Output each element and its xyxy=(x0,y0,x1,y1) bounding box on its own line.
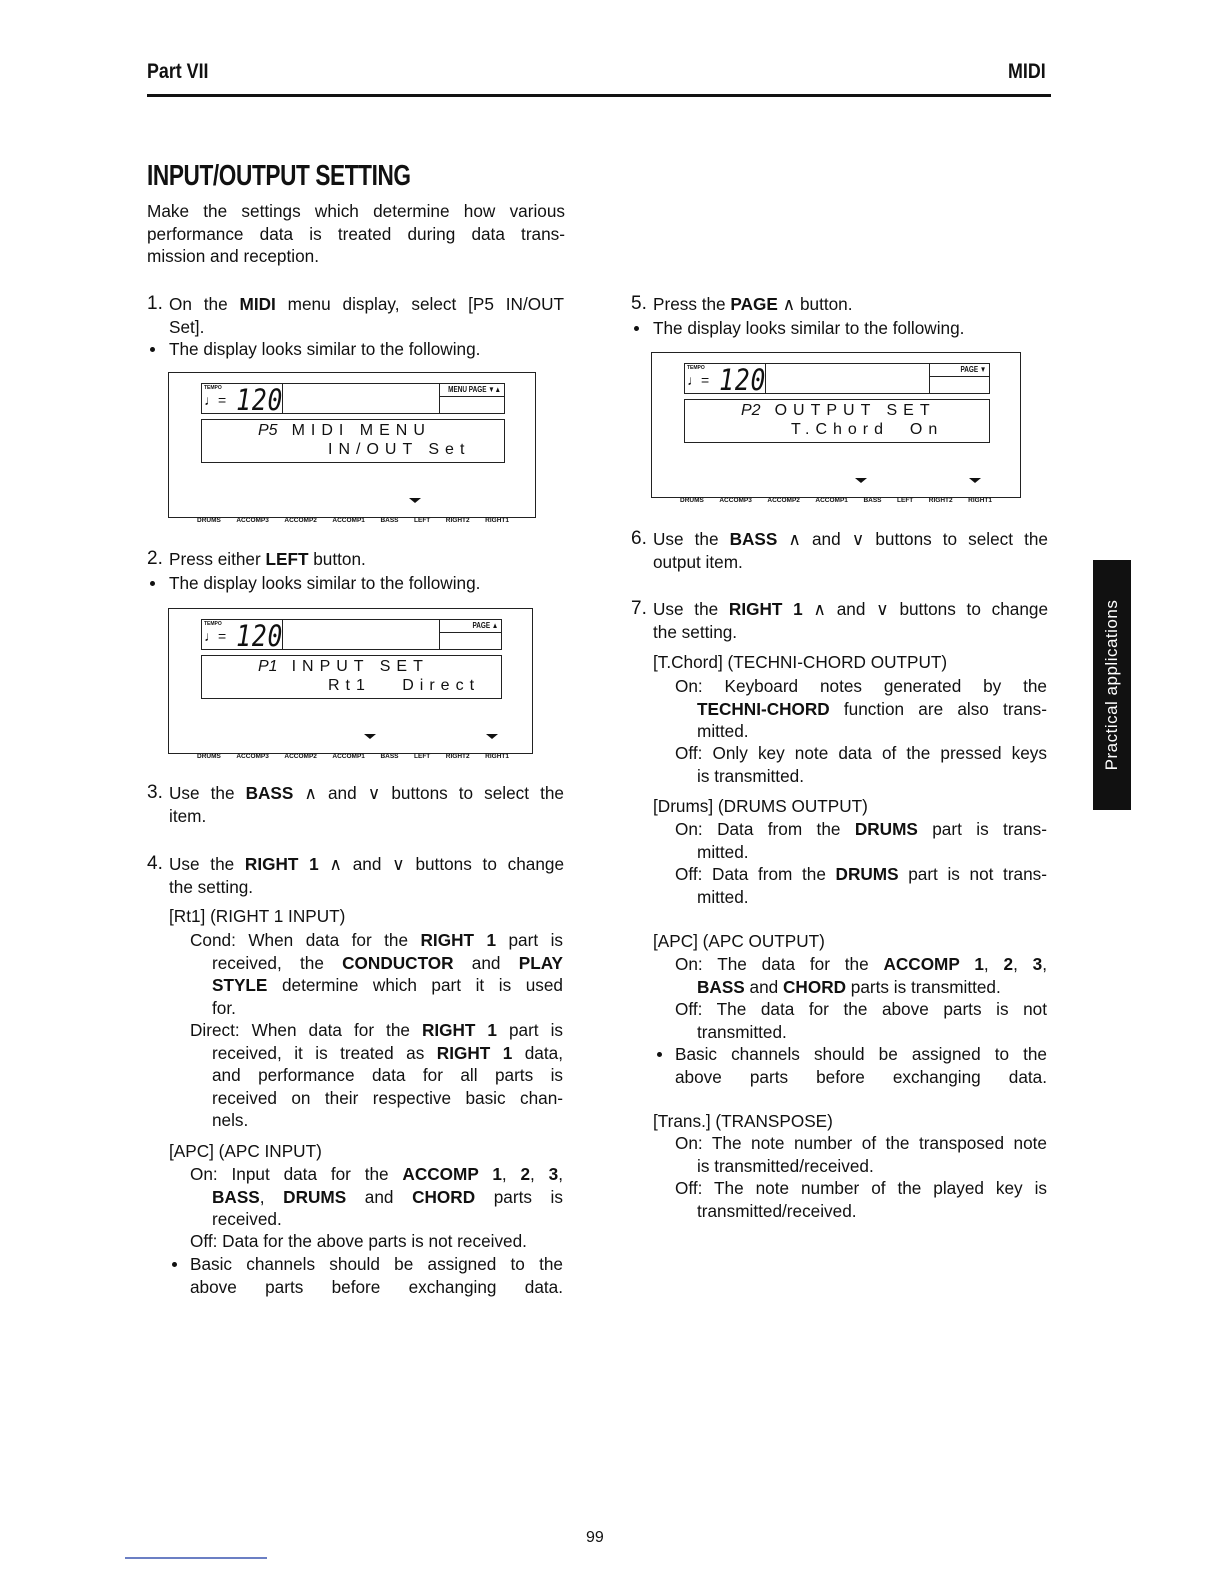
text-run: for. xyxy=(212,997,236,1018)
text-line xyxy=(653,1110,833,1133)
header-rule xyxy=(147,94,1051,97)
lcd-line-2: T.Chord On xyxy=(791,421,944,438)
bold-term: CHORD xyxy=(783,976,847,997)
direct-description xyxy=(190,1019,563,1132)
part-label: RIGHT1 xyxy=(968,497,992,504)
bullet-icon xyxy=(150,347,155,352)
tempo-box xyxy=(201,383,284,417)
text-run: transmitted. xyxy=(697,1021,787,1042)
page-number: 99 xyxy=(586,1529,604,1546)
bold-term: DRUMS xyxy=(854,819,918,839)
text-line xyxy=(169,876,564,899)
text-run: , xyxy=(530,1164,549,1184)
apc-output-off xyxy=(675,998,1047,1043)
text-run: The display looks similar to the following. xyxy=(169,573,481,593)
text-line xyxy=(675,1043,1047,1066)
step-4 xyxy=(147,853,564,898)
text-run: parts is transmitted. xyxy=(846,976,1001,997)
tchord-off xyxy=(675,742,1047,787)
text-run: , xyxy=(1042,954,1047,974)
text-line xyxy=(169,338,480,361)
bold-term: RIGHT 1 xyxy=(244,854,319,874)
bold-term: LEFT xyxy=(265,549,309,569)
part-label: BASS xyxy=(863,497,882,504)
page-code: P2 xyxy=(741,402,761,419)
arrow-down-icon xyxy=(855,478,867,483)
bold-term: 2 xyxy=(1003,954,1014,974)
text-run: [Drums] (DRUMS OUTPUT) xyxy=(653,796,868,816)
bullet-icon xyxy=(172,1262,177,1267)
step-number: 6. xyxy=(631,528,647,549)
text-run: Off: The data for the above parts is not xyxy=(675,999,1047,1019)
text-run: On: The note number of the transposed note xyxy=(675,1133,1047,1153)
step-number: 1. xyxy=(147,293,163,314)
step-number: 4. xyxy=(147,853,163,874)
text-run: and performance data for all parts is xyxy=(212,1065,563,1085)
apc-input-heading xyxy=(169,1140,322,1163)
step-number: 2. xyxy=(147,548,163,569)
part-label: BASS xyxy=(380,517,399,524)
text-line xyxy=(169,782,564,805)
text-line xyxy=(653,528,1048,551)
text-run: the setting. xyxy=(169,876,254,897)
arrow-down-icon xyxy=(969,478,981,483)
transpose-on xyxy=(675,1132,1047,1177)
text-line xyxy=(675,698,1047,721)
text-line xyxy=(653,795,868,818)
text-line xyxy=(190,1019,563,1042)
text-run: [Rt1] (RIGHT 1 INPUT) xyxy=(169,906,346,926)
text-line xyxy=(190,1042,563,1065)
arrow-down-icon xyxy=(409,498,421,503)
text-line xyxy=(147,200,565,223)
part-label: ACCOMP1 xyxy=(815,497,848,504)
text-run: Off: Only key note data of the pressed keys xyxy=(675,743,1047,763)
tempo-label: TEMPO xyxy=(687,365,705,371)
part-label: RIGHT2 xyxy=(445,753,470,760)
text-line xyxy=(675,1132,1047,1155)
part-label: RIGHT2 xyxy=(445,517,470,524)
bold-term: RIGHT 1 xyxy=(728,599,803,619)
part-label: ACCOMP3 xyxy=(719,497,752,504)
text-run: [Trans.] (TRANSPOSE) xyxy=(653,1111,833,1131)
text-line xyxy=(190,1163,563,1186)
lcd-display-3 xyxy=(651,352,1021,504)
step-1 xyxy=(147,293,565,338)
step-3 xyxy=(147,782,564,827)
text-line xyxy=(675,1200,1047,1223)
note-icon: ♩= xyxy=(204,392,227,408)
lcd-line-2: Rt1 Direct xyxy=(328,677,481,694)
bullet-note xyxy=(190,1253,563,1298)
text-run: The display looks similar to the following. xyxy=(169,339,481,359)
bullet-icon xyxy=(150,581,155,586)
text-run: Cond: When data for the xyxy=(190,930,421,950)
part-label: ACCOMP2 xyxy=(284,753,317,760)
part-label: LEFT xyxy=(414,517,431,524)
bold-term: CHORD xyxy=(412,1186,476,1207)
message-box xyxy=(282,619,440,650)
bold-term: BASS xyxy=(697,976,745,997)
lcd-line-1: MIDI MENU xyxy=(291,422,431,439)
tempo-box xyxy=(684,363,767,397)
text-line xyxy=(653,598,1048,621)
text-run: and xyxy=(453,952,519,973)
text-line xyxy=(190,1087,563,1110)
bold-term: ACCOMP 1 xyxy=(883,954,984,974)
tempo-label: TEMPO xyxy=(204,385,222,391)
step-5 xyxy=(631,293,853,316)
side-tab-label: Practical applications xyxy=(1102,599,1121,771)
text-run: above parts before exchanging data. xyxy=(190,1276,563,1297)
text-line xyxy=(675,1066,1047,1089)
part-label: RIGHT2 xyxy=(928,497,953,504)
step-number: 3. xyxy=(147,782,163,803)
lcd-main-display xyxy=(684,399,990,443)
text-line xyxy=(675,886,1047,909)
text-run: Use the xyxy=(169,854,245,874)
bold-term: 3 xyxy=(548,1164,559,1184)
page-label: PAGE ▲ xyxy=(472,621,498,630)
text-run: Off: The note number of the played key is xyxy=(675,1178,1047,1198)
bold-term: RIGHT 1 xyxy=(420,930,497,950)
bold-term: PAGE xyxy=(730,294,778,314)
text-run: Off: Data for the above parts is not received. xyxy=(190,1231,527,1251)
text-run: On: The data for the xyxy=(675,954,884,974)
bullet-icon xyxy=(634,326,639,331)
text-run: the setting. xyxy=(653,621,738,642)
page-code: P5 xyxy=(258,422,278,439)
part-label: RIGHT1 xyxy=(485,753,509,760)
text-line xyxy=(675,998,1047,1021)
text-line xyxy=(653,293,853,316)
side-tab xyxy=(1093,560,1131,810)
text-line xyxy=(675,742,1047,765)
step-number: 7. xyxy=(631,598,647,619)
bold-term: BASS xyxy=(729,529,778,549)
lcd-line-1: INPUT SET xyxy=(291,658,429,675)
part-label: ACCOMP1 xyxy=(332,517,365,524)
text-run: data, xyxy=(512,1042,563,1063)
text-run: and xyxy=(346,1186,413,1207)
text-run: , xyxy=(1013,954,1033,974)
text-line xyxy=(675,675,1047,698)
page-label: PAGE ▼ xyxy=(960,365,986,374)
text-line xyxy=(653,621,1048,644)
bold-term: PLAY xyxy=(518,952,563,973)
bold-term: TECHNI-CHORD xyxy=(697,698,830,719)
section-header: MIDI xyxy=(1008,60,1046,83)
text-line xyxy=(190,952,563,975)
part-label: DRUMS xyxy=(197,517,221,524)
lcd-line-2: IN/OUT Set xyxy=(328,441,471,458)
text-run: Use the xyxy=(653,529,730,549)
text-run: parts is xyxy=(475,1186,563,1207)
text-line xyxy=(675,1155,1047,1178)
part-label: BASS xyxy=(380,753,399,760)
tchord-heading xyxy=(653,651,947,674)
text-line xyxy=(169,293,564,316)
text-run: transmitted/received. xyxy=(697,1200,857,1221)
text-run: ∧ button. xyxy=(777,294,853,314)
text-run: part is xyxy=(496,1020,563,1040)
text-line xyxy=(675,1177,1047,1200)
part-label: ACCOMP3 xyxy=(236,517,269,524)
apc-input-off xyxy=(190,1230,527,1253)
lcd-line-1: OUTPUT SET xyxy=(774,402,936,419)
transpose-off xyxy=(675,1177,1047,1222)
bold-term: MIDI xyxy=(239,294,276,314)
text-run: nels. xyxy=(212,1110,249,1130)
drums-off xyxy=(675,863,1047,908)
bold-term: DRUMS xyxy=(283,1186,347,1207)
text-run: is transmitted/received. xyxy=(697,1155,874,1176)
step-number: 5. xyxy=(631,293,647,314)
message-box xyxy=(765,363,930,394)
text-run: part is not trans- xyxy=(898,864,1047,884)
page-indicator xyxy=(930,363,990,394)
text-line xyxy=(169,1140,322,1163)
text-run: , xyxy=(983,954,1004,974)
part-label: ACCOMP2 xyxy=(284,517,317,524)
text-line xyxy=(675,841,1047,864)
text-run: Basic channels should be assigned to the xyxy=(675,1044,1047,1064)
text-run: [APC] (APC OUTPUT) xyxy=(653,931,825,951)
tempo-label: TEMPO xyxy=(204,621,222,627)
bullet xyxy=(169,572,480,595)
apc-output-heading xyxy=(653,930,825,953)
text-run: mission and reception. xyxy=(147,246,319,266)
text-line xyxy=(169,853,564,876)
text-run: ∧ and ∨ buttons to select the xyxy=(293,783,564,803)
bullet xyxy=(653,317,964,340)
text-run: On: Data from the xyxy=(675,819,855,839)
text-run: mitted. xyxy=(697,721,749,741)
text-run: mitted. xyxy=(697,886,749,907)
text-run: item. xyxy=(169,805,207,826)
bold-term: DRUMS xyxy=(835,864,899,884)
step-2 xyxy=(147,548,366,571)
bold-term: ACCOMP 1 xyxy=(402,1164,502,1184)
bold-term: BASS xyxy=(212,1186,260,1207)
text-line xyxy=(675,1021,1047,1044)
text-line xyxy=(190,997,563,1020)
text-run: part is trans- xyxy=(917,819,1047,839)
text-run: function are also trans- xyxy=(829,698,1047,719)
rt1-heading xyxy=(169,905,345,928)
tempo-value: 120 xyxy=(719,363,767,397)
page-label: MENU PAGE ▼▲ xyxy=(448,385,501,394)
note-icon: ♩= xyxy=(687,372,710,388)
bold-term: RIGHT 1 xyxy=(436,1042,513,1063)
page-title: INPUT/OUTPUT SETTING xyxy=(147,160,411,192)
text-line xyxy=(653,930,825,953)
part-header: Part VII xyxy=(147,60,209,83)
bullet-icon xyxy=(657,1052,662,1057)
text-run: On: Input data for the xyxy=(190,1164,403,1184)
part-label: LEFT xyxy=(414,753,431,760)
text-line xyxy=(653,651,947,674)
bullet xyxy=(169,338,480,361)
text-run: performance data is treated during data trans- xyxy=(147,223,565,244)
intro-paragraph xyxy=(147,200,565,268)
tempo-value: 120 xyxy=(236,619,284,653)
arrow-down-icon xyxy=(364,734,376,739)
text-run: Press either xyxy=(169,549,266,569)
part-label: DRUMS xyxy=(680,497,704,504)
part-label: LEFT xyxy=(897,497,914,504)
text-run: and xyxy=(744,976,783,997)
text-run: Off: Data from the xyxy=(675,864,836,884)
bullet-note xyxy=(675,1043,1047,1088)
bold-term: 3 xyxy=(1032,954,1043,974)
text-line xyxy=(190,1208,563,1231)
text-line xyxy=(675,818,1047,841)
text-run: Use the xyxy=(169,783,246,803)
apc-output-on xyxy=(675,953,1047,998)
page-indicator xyxy=(440,383,505,414)
text-run: received on their respective basic chan- xyxy=(212,1087,563,1108)
text-run: , xyxy=(558,1164,563,1184)
bold-term: RIGHT 1 xyxy=(421,1020,497,1040)
text-line xyxy=(675,720,1047,743)
lcd-display-1 xyxy=(168,372,536,524)
text-run: received. xyxy=(212,1209,282,1229)
part-label: DRUMS xyxy=(197,753,221,760)
text-run: is transmitted. xyxy=(697,765,804,786)
arrow-down-icon xyxy=(486,734,498,739)
text-line xyxy=(190,974,563,997)
text-run: menu display, select [P5 IN/OUT xyxy=(275,294,565,314)
step-7 xyxy=(631,598,1048,643)
text-run: received, the xyxy=(212,952,343,973)
text-run: Set]. xyxy=(169,316,205,337)
text-line xyxy=(675,953,1047,976)
text-line xyxy=(169,572,480,595)
text-line xyxy=(675,863,1047,886)
text-line xyxy=(147,223,565,246)
text-run: received, it is treated as xyxy=(212,1042,437,1063)
text-run: Make the settings which determine how various xyxy=(147,201,565,221)
lcd-display-2 xyxy=(168,608,533,760)
text-line xyxy=(675,976,1047,999)
page-code: P1 xyxy=(258,658,278,675)
text-line xyxy=(169,548,366,571)
part-label: RIGHT1 xyxy=(485,517,509,524)
apc-input-on xyxy=(190,1163,563,1231)
text-run: [APC] (APC INPUT) xyxy=(169,1141,322,1161)
text-run: ∧ and ∨ buttons to change xyxy=(802,599,1048,619)
part-labels xyxy=(197,753,509,760)
bold-term: CONDUCTOR xyxy=(342,952,454,973)
text-line xyxy=(190,1253,563,1276)
part-labels xyxy=(197,517,509,524)
tempo-value: 120 xyxy=(236,383,284,417)
message-box xyxy=(282,383,440,414)
text-run: button. xyxy=(308,549,366,569)
lcd-main-display xyxy=(201,655,502,699)
text-run: part is xyxy=(496,930,563,950)
text-run: [T.Chord] (TECHNI-CHORD OUTPUT) xyxy=(653,652,948,672)
text-run: Direct: When data for the xyxy=(190,1020,422,1040)
text-run: On the xyxy=(169,294,240,314)
text-line xyxy=(169,905,345,928)
step-6 xyxy=(631,528,1048,573)
text-run: Basic channels should be assigned to the xyxy=(190,1254,563,1274)
text-line xyxy=(147,245,565,268)
text-run: The display looks similar to the following. xyxy=(653,318,965,338)
cond-description xyxy=(190,929,563,1019)
text-line xyxy=(675,765,1047,788)
part-label: ACCOMP1 xyxy=(332,753,365,760)
drums-on xyxy=(675,818,1047,863)
text-line xyxy=(190,1276,563,1299)
part-labels xyxy=(680,497,992,504)
text-run: ∧ and ∨ buttons to change xyxy=(318,854,564,874)
tchord-on xyxy=(675,675,1047,743)
text-run: On: Keyboard notes generated by the xyxy=(675,676,1047,696)
bold-term: BASS xyxy=(245,783,294,803)
text-line xyxy=(653,317,964,340)
text-run: output item. xyxy=(653,551,743,572)
text-run: above parts before exchanging data. xyxy=(675,1066,1047,1087)
text-line xyxy=(190,1230,527,1253)
text-line xyxy=(190,1109,563,1132)
footer-line xyxy=(125,1557,267,1559)
text-run: , xyxy=(259,1186,284,1207)
text-run: Press the xyxy=(653,294,731,314)
text-line xyxy=(190,929,563,952)
part-label: ACCOMP2 xyxy=(767,497,800,504)
text-run: mitted. xyxy=(697,841,749,862)
text-line xyxy=(653,551,1048,574)
part-label: ACCOMP3 xyxy=(236,753,269,760)
page-indicator xyxy=(440,619,502,650)
text-run: Use the xyxy=(653,599,729,619)
bold-term: STYLE xyxy=(212,975,268,995)
drums-heading xyxy=(653,795,868,818)
text-run: determine which part it is used xyxy=(267,975,563,995)
text-line xyxy=(169,805,564,828)
text-line xyxy=(190,1186,563,1209)
text-run: ∧ and ∨ buttons to select the xyxy=(777,529,1048,549)
bold-term: 2 xyxy=(520,1164,531,1184)
tempo-box xyxy=(201,619,284,653)
note-icon: ♩= xyxy=(204,628,227,644)
text-line xyxy=(190,1064,563,1087)
lcd-main-display xyxy=(201,419,505,463)
text-line xyxy=(169,316,564,339)
text-run: , xyxy=(501,1164,521,1184)
transpose-heading xyxy=(653,1110,833,1133)
